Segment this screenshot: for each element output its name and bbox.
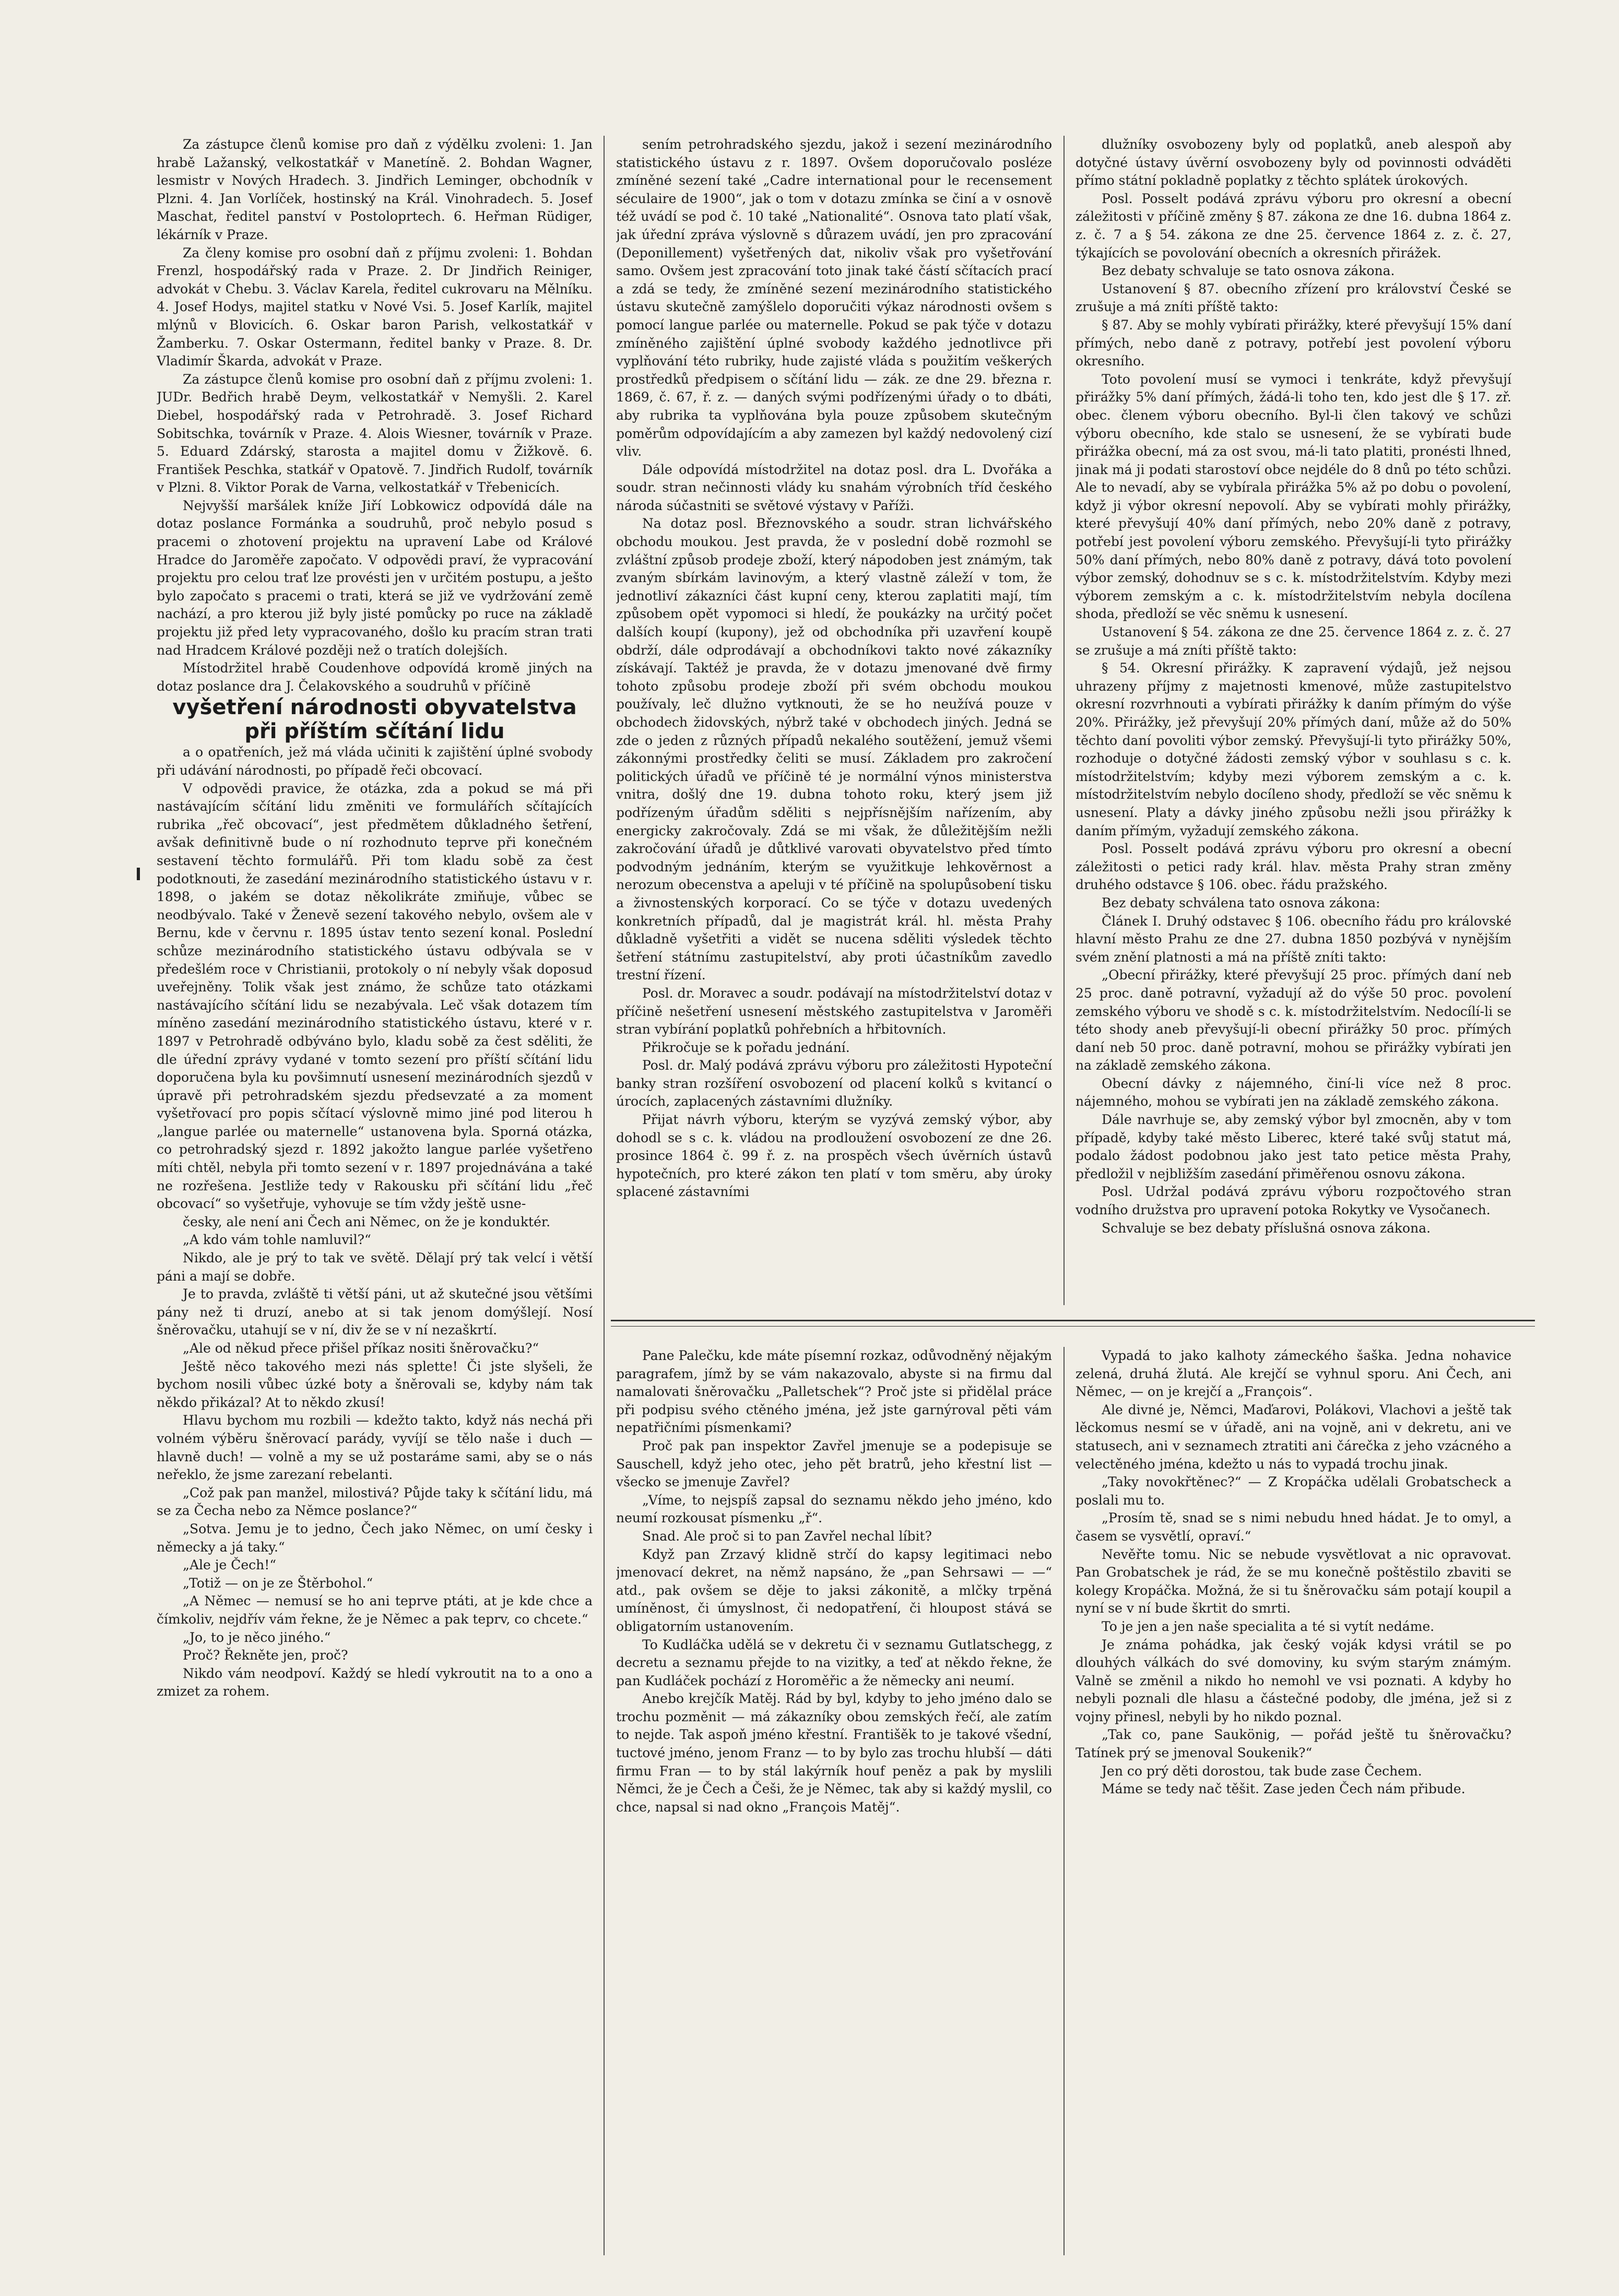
paragraph: Přijat návrh výboru, kterým se vyzývá zemský výbor, aby dohodl se s c. k. vládou na prodloužení osvobození ze dne 26. prosince 1864 č. 99 ř. z. na prospěch všech úvěrních ústavů hypotečních, pro které zákon ten platí v tom směru, aby úroky splacené zástavními [616,1112,1052,1200]
paragraph: „Ale je Čech!“ [183,1557,277,1573]
paragraph: Posl. Posselt podává zprávu výboru pro okresní a obecní záležitosti o petici rady král. hlav. města Prahy stran změny druhého odstavce § 106. obec. řádu pražského. [1076,841,1511,893]
paragraph: Nikdo, ale je prý to tak ve světě. Dělají prý tak velcí i větší páni a mají se dobře. [157,1250,593,1284]
paragraph: Za zástupce členů komise pro daň z výdělku zvoleni: 1. Jan hrabě Lažanský, velkostatkář v Manetíně. 2. Bohdan Wagner, lesmistr v Nových Hradech. 3. Jindřich Leminger, obchodník v Plzni. 4. Jan Vorlíček, hostinský na Král. Vinohradech. 5. Josef Maschat, ředitel panství v Postoloprtech. 6. Heřman Rüdiger, lékárník v Praze. [157,137,593,242]
paragraph: Nikdo vám neodpoví. Každý se hledí vykroutit na to a ono a zmizet za rohem. [157,1665,593,1699]
paragraph: Posl. Udržal podává zprávu výboru rozpočtového stran vodního družstva pro upravení potoka Rokytky ve Vysočanech. [1076,1184,1511,1218]
paragraph: Ustanovení § 87. obecního zřízení pro království České se zrušuje a má zníti příště takto: [1076,281,1511,315]
paragraph: Na dotaz posl. Březnovského a soudr. stran lichvářského obchodu moukou. Jest pravda, že v poslední době rozmohl se zvláštní způsob prodeje zboží, který nápodoben jest známým, tak zvaným sbírkám lavinovým, a který vlastně záleží v tom, že jednotliví zákazníci část kupní ceny, kterou zaplatiti mají, tím způsobem opět vypomoci si hledí, že poukázky na určitý počet dalších koupí (kupony), jež od obchodníka při uzavření koupě obdrží, dále odprodávají a obchodníkovi takto nové zákazníky získávají. Taktéž je pravda, že v dotazu jmenované dvě firmy tohoto způsobu prodeje zboží při svém obchodu moukou používaly, leč dlužno vytknouti, že se ho neužívá pouze v obchodech židovských, nýbrž také v obchodech jiných. Jedná se zde o jeden z různých případů nekalého soutěžení, jemuž všemi zákonnými prostředky čeliti se musí. Základem pro zakročení politických úřadů ve příčině té je normální výnos ministerstva vnitra, došlý dne 19. dubna tohoto roku, který jsem již podřízeným úřadům sděliti s nejpřísnějším nařízením, aby energicky zakročovaly. Zdá se mi však, že důležitějším nežli zakročování úřadů je důtklivé varovati obyvatelstvo před tímto podvodným jednáním, kterým se využitkuje lehkověrnost a nerozum obecenstva a apeluji v té příčině na spolupůsobení tisku a živnostenských korporací. Co se týče v dotazu uvedených konkretních případů, dal je magistrát král. hl. města Prahy důkladně vyšetřiti a vidět se nucena sděliti výsledek těchto šetření státnímu zastupitelství, aby proti účastníkům zavedlo trestní řízení. [616,516,1052,983]
paragraph: Máme se tedy nač těšit. Zase jeden Čech nám přibude. [1102,1781,1466,1797]
paragraph: Bez debaty schválena tato osnova zákona: [1102,895,1380,910]
paragraph: Dále navrhuje se, aby zemský výbor byl zmocněn, aby v tom případě, kdyby také město Liberec, které také svůj statut má, podalo žádost podobnou jako jest tato petice města Prahy, předložil v nejbližším zasedání přiměřenou osnovu zákona. [1076,1112,1511,1181]
paragraph: Dále odpovídá místodržitel na dotaz posl. dra L. Dvořáka a soudr. stran nečinnosti vlády ku snahám výrobních tříd českého národa súčastniti se světové výstavy v Paříži. [616,461,1052,513]
paragraph: „Sotva. Jemu je to jedno, Čech jako Němec, on umí česky i německy a já taky.“ [157,1521,593,1555]
paragraph: Je to pravda, zvláště ti větší páni, ut až skutečné jsou většími pány než ti druzí, anebo at si tak jenom domýšlejí. Nosí šněrovačku, utahují se v ní, div že se v ní nezaškrtí. [157,1286,593,1338]
paragraph: „Obecní přirážky, které převyšují 25 proc. přímých daní neb 25 proc. daně potravní, vyžadují až do výše 50 proc. povolení zemského výboru ve shodě s c. k. místodržitelstvím. Nedocílí-li se této shody aneb převyšují-li obecní přirážky 50 proc. přímých daní neb 50 proc. daně potravní, mohou se přirážky vybírati jen na základě zemského zákona. [1076,967,1511,1073]
section-divider-thin [611,1326,1535,1327]
paragraph: Anebo krejčík Matěj. Rád by byl, kdyby to jeho jméno dalo se trochu pozměnit — má zákazníky obou zemských řečí, ale zatím to nejde. Tak aspoň jméno křestní. Františěk to je takové všední, tuctové jméno, jenom Franz — to by bylo zas trochu hlubší — dáti firmu Fran — to by stál lakýrník houf peněz a pak by myslili Němci, že je Čech a Češi, že je Němec, tak aby si každý myslil, co chce, napsal si nad okno „François Matěj“. [616,1691,1052,1815]
column-rule [604,136,605,2255]
margin-mark [137,868,140,880]
paragraph: Vypadá to jako kalhoty zámeckého šaška. Jedna nohavice zelená, druhá žlutá. Ale krejčí se vyhnul sporu. Ani Čech, ani Němec, — on je krejčí a „François“. [1076,1348,1511,1400]
paragraph: „Tak co, pane Saukönig, — pořád ještě tu šněrovačku? Tatínek prý se jmenoval Soukenik?“ [1076,1727,1511,1761]
paragraph: Hlavu bychom mu rozbili — kdežto takto, když nás nechá při volném výběru šněrovací parády, vyvíjí se tělo naše i duch — hlavně duch! — volně a my se už postaráme sami, aby se o nás neřeklo, že jsme zarezaní rebelanti. [157,1413,593,1483]
paragraph: dlužníky osvobozeny byly od poplatků, aneb alespoň aby dotyčné ústavy úvěrní osvobozeny byly od povinnosti odváděti přímo státní pokladně poplatky z těchto splátek úrokových. [1076,137,1511,188]
paragraph: česky, ale není ani Čech ani Němec, on že je konduktér. [183,1214,551,1229]
paragraph: Ale divné je, Němci, Maďarovi, Polákovi, Vlachovi a ještě tak lěckomus nesmí se v úřadě, ani na vojně, ani v dekretu, ani ve statusech, ani v seznamech ztratiti ani čárečka z jeho vzácného a velectěného jména, kdežto u nás to vypadá trochu jinak. [1076,1402,1511,1472]
paragraph: Bez debaty schvaluje se tato osnova zákona. [1102,263,1395,279]
paragraph: Článek I. Druhý odstavec § 106. obecního řádu pro královské hlavní město Prahu ze dne 27. dubna 1850 pozbývá v nynějším svém znění platnosti a má na příště zníti takto: [1076,913,1511,965]
newspaper-page [157,136,1535,2255]
paragraph: „A kdo vám tohle namluvil?“ [183,1232,371,1248]
paragraph: Ustanovení § 54. zákona ze dne 25. července 1864 z. z. č. 27 se zrušuje a má zníti příště takto: [1076,624,1511,658]
paragraph: Je známa pohádka, jak český voják kdysi vrátil se po dlouhých válkách do své domoviny, ku svým starým známým. Valně se změnil a nikdo ho nemohl ve vsi poznati. A kdyby ho nebyli poznali dle hlasu a částečné podoby, dle jména, jež si z vojny přinesl, nebyli by ho nikdo poznal. [1076,1637,1511,1724]
column-2 [616,136,1052,1305]
paragraph: „Totiž — on je ze Štěrbohol.“ [183,1575,373,1591]
paragraph: a o opatřeních, jež má vláda učiniti k zajištění úplné svobody při udávání národnosti, po případě řeči obcovací. [157,744,593,778]
paragraph: Posl. dr. Moravec a soudr. podávají na místodržitelství dotaz v příčině nešetření usnesení městského zastupitelstva v Jaroměři stran vybírání poplatků pohřebních a hřbitovních. [616,985,1052,1037]
paragraph: Obecní dávky z nájemného, činí-li více než 8 proc. nájemného, mohou se vybírati jen na základě zemského zákona. [1076,1075,1511,1109]
paragraph: Jen co prý děti dorostou, tak bude zase Čechem. [1102,1763,1422,1779]
paragraph: „Ale od někud přece přišel příkaz nositi šněrovačku?“ [183,1341,539,1356]
paragraph: Za zástupce členů komise pro osobní daň z příjmu zvoleni: 1. JUDr. Bedřich hrabě Deym, velkostatkář v Nemyšli. 2. Karel Diebel, hospodářský rada v Petrohradě. 3. Josef Richard Sobitschka, továrník v Praze. 4. Alois Wiesner, továrník v Praze. 5. Eduard Zdárský, starosta a majitel domu v Žižkově. 6. František Peschka, statkář v Opatově. 7. Jindřich Rudolf, továrník v Plzni. 8. Viktor Porak de Varna, velkostatkář v Třebenicích. [157,371,593,495]
paragraph: „Jo, to je něco jiného.“ [183,1629,331,1645]
paragraph: Nevěřte tomu. Nic se nebude vysvětlovat a nic opravovat. Pan Grobatschek je rád, že se mu konečně poštěstilo zbaviti se kolegy Kropáčka. Možná, že si tu šněrovačku sám potají koupil a nyní se v ní bude škrtit do smrti. [1076,1546,1511,1616]
column-5 [1076,1347,1511,2255]
paragraph: Posl. Posselt podává zprávu výboru pro okresní a obecní záležitosti v příčině změny § 87. zákona ze dne 16. dubna 1864 z. z. č. 7 a § 54. zákona ze dne 25. července 1864 z. z. č. 27, týkajících se povolování obecních a okresních přirážek. [1076,191,1511,261]
paragraph: § 54. Okresní přirážky. K zapravení výdajů, jež nejsou uhrazeny příjmy z majetnosti kmenové, může zastupitelstvo okresní rozvrhnouti a vybírati přirážky k daním přímým do výše 20%. Přirážky, jež převyšují 20% přímých daní, může až do 50% těchto daní povoliti výbor zemský. Převyšují-li tyto přirážky 50%, rozhoduje o dotyčné žádosti zemský výbor v souhlasu s c. k. místodržitelstvím; kdyby mezi výborem zemským a c. k. místodržitelstvím nebylo docíleno shody, předloží se věc sněmu k usnesení. Platy a dávky jiného způsobu nežli jsou přirážky k daním přímým, vyžadují zemského zákona. [1076,660,1511,838]
paragraph: Přikročuje se k pořadu jednání. [642,1039,850,1055]
paragraph: Posl. dr. Malý podává zprávu výboru pro záležitosti Hypoteční banky stran rozšíření osvobození od placení kolků s kvitancí o úrocích, zaplacených zástavními dlužníky. [616,1058,1052,1109]
column-1 [157,136,593,2255]
paragraph: Pane Palečku, kde máte písemní rozkaz, odůvodněný nějakým paragrafem, jímž by se vám nakazovalo, abyste si na firmu dal namalovati šněrovačku „Palletschek“? Proč jste si přidělal práce při podpisu svého ctěného jména, jež jste garnýroval pěti vám nepatřičními písmenkami? [616,1348,1052,1436]
paragraph: „Taky novokřtěnec?“ — Z Kropáčka udělali Grobatscheck a poslali mu to. [1076,1474,1511,1508]
paragraph: V odpovědi pravice, že otázka, zda a pokud se má při nastávajícím sčítání lidu změniti ve formulářích sčítajících rubrika „řeč obcovací“, jest předmětem důkladného šetření, avšak definitivně bude o ní rozhodnuto teprve při konečném sestavení těchto formulářů. Při tom kladu sobě za čest podotknouti, že zasedání mezinárodního statistického ústavu v r. 1898, o jakém se dotaz několikráte zmiňuje, vůbec se neodbývalo. Také v Ženevě sezení takového nebylo, ovšem ale v Bernu, kde v červnu r. 1895 ústav tento sezení konal. Poslední schůze mezinárodního statistického ústavu odbývala se v předešlém roce v Christianii, protokoly o ní nebyly však doposud uveřejněny. Tolik však jest známo, že schůze tato otázkami nastávajícího sčítání lidu se nezabývala. Leč však dotazem tím míněno zasedání mezinárodního statistického ústavu, které v r. 1897 v Petrohradě odbýváno bylo, kladu sobě za čest sděliti, že dle úřední zprávy vydané v tomto sezení pro příští sčítání lidu doporučena byla ku povšimnutí usnesení mezinárodních sjezdů v úpravě při petrohradském sjezdu předsevzaté a za moment vyšetřovací pro popis sčítací výslovně mimo jiné pod literou h „langue parlée ou maternelle“ ustanovena byla. Sporná otázka, co petrohradský sjezd r. 1892 jakožto langue parlée vyšetřeno míti chtěl, nebyla při tomto sezení v r. 1897 projednávána a také ne rozřešena. Jestliže tedy v Rakousku při sčítání lidu „řeč obcovací“ so vyšetřuje, vyhovuje se tím vždy ještě usne- [157,780,593,1212]
paragraph: „A Němec — nemusí se ho ani teprve ptáti, at je kde chce a čímkoliv, nejdřív vám řekne, že je Němec a pak teprv, co chcete.“ [157,1593,593,1627]
paragraph: Za členy komise pro osobní daň z příjmu zvoleni: 1. Bohdan Frenzl, hospodářský rada v Praze. 2. Dr Jindřich Reiniger, advokát v Chebu. 3. Václav Karela, ředitel cukrovaru na Mělníku. 4. Josef Hodys, majitel statku v Nové Vsi. 5. Josef Karlík, majitel mlýnů v Blovicích. 6. Oskar baron Parish, velkostatkář v Žamberku. 7. Oskar Ostermann, ředitel banky v Praze. 8. Dr. Vladimír Škarda, advokát v Praze. [157,245,593,369]
paragraph: „Což pak pan manžel, milostivá? Půjde taky k sčítání lidu, má se za Čecha nebo za Němce poslance?“ [157,1485,593,1519]
paragraph: Místodržitel hrabě Coudenhove odpovídá kromě jiných na dotaz poslance dra J. Čelakovského a soudruhů v příčině [157,660,593,694]
paragraph: Ještě něco takového mezi nás splette! Či jste slyšeli, že bychom nosili vůbec úzké boty a šněrovali se, kdyby nám tak někdo přikázal? At to někdo zkusí! [157,1358,593,1410]
paragraph: Proč? Řekněte jen, proč? [183,1648,348,1663]
paragraph: Nejvyšší maršálek kníže Jiří Lobkowicz odpovídá dále na dotaz poslance Formánka a soudruhů, proč nebylo posud s pracemi o zhotovení projektu na upravení Labe od Králové Hradce do Jaroměře započato. V odpovědi praví, že vypracování projektu pro celou trať lze provésti jen v určitém postupu, a ješto bylo započato s pracemi o trati, která se již ve vydržování země nachází, a pro kterou již byly jisté pomůcky po ruce na základě projektu již před lety vypracovaného, došlo ku pracím stran trati nad Hradcem Králové později než o tratích dolejších. [157,498,593,658]
paragraph: „Prosím tě, snad se s nimi nebudu hned hádat. Je to omyl, a časem se vysvětlí, opraví.“ [1076,1510,1511,1544]
column-4 [616,1347,1052,2255]
paragraph: sením petrohradského sjezdu, jakož i sezení mezinárodního statistického ústavu z r. 1897. Ovšem doporučovalo posléze zmíněné sezení také „Cadre international pour le recensement séculaire de 1900“, jak o tom v dotazu zmínka se činí a v osnově též uvádí se pod č. 10 také „Nationalité“. Osnova tato platí však, jak úřední zpráva výslovně s důrazem uvádí, jen pro zpracování (Deponillement) vyšetřených dat, nikoliv však pro vyšetřování samo. Ovšem jest zpracování toto jinak také částí sčítacích prací a zdá se tedy, že zmíněné sezení mezinárodního statistického ústavu skutečně zamýšlelo doporučiti výkaz národnosti ovšem s pomocí langue parlée ou maternelle. Pokud se pak týče v dotazu zmíněného zajištění úplné svobody každého jednotlivce při vyplňování této rubriky, hude zajisté vláda s použitím veškerých prostředků předpisem o sčítání lidu — zák. ze dne 29. března r. 1869, č. 67, ř. z. — daných svými podřízenými úřady o to dbáti, aby rubrika ta vyplňována byla pouze způsobem skutečným poměrům odpovídajícím a aby zamezen byl každý nedovolený cizí vliv. [616,137,1052,459]
column-rule [1063,136,1065,1305]
paragraph: Snad. Ale proč si to pan Zavřel nechal líbit? [642,1528,932,1544]
section-divider [611,1320,1535,1321]
column-3 [1076,136,1511,1305]
paragraph: To Kudláčka udělá se v dekretu či v seznamu Gutlatschegg, z decretu a seznamu přejde to na vizitky, a teď at někdo řekne, že pan Kudláček pochází z Horoměřic a že německy ani neumí. [616,1637,1052,1688]
paragraph: Když pan Zrzavý klidně strčí do kapsy legitimaci nebo jmenovací dekret, na němž napsáno, že „pan Sehrsawi — —“ atd., pak ovšem se děje to jaksi zákonitě, a mlčky trpěná umíněnost, či úmyslnost, či nedopatření, či hloupost stává se obligatorním ustanovením. [616,1546,1052,1634]
column-rule [1063,1347,1065,2255]
section-headline: vyšetření národnosti obyvatelstva při příštím sčítání lidu [172,695,577,744]
paragraph: To je jen a jen naše specialita a té si vytít nedáme. [1102,1618,1435,1634]
paragraph: Schvaluje se bez debaty příslušná osnova zákona. [1102,1220,1431,1236]
paragraph: „Víme, to nejspíš zapsal do seznamu někdo jeho jméno, kdo neumí rozkousat písmenku „ř“. [616,1492,1052,1526]
paragraph: Proč pak pan inspektor Zavřel jmenuje se a podepisuje se Sauschell, když jeho otec, jeho pět bratrů, jeho křestní list — všecko se jmenuje Zavřel? [616,1438,1052,1490]
paragraph: Toto povolení musí se vymoci i tenkráte, když převyšují přirážky 5% daní přímých, žádá-li toho ten, kdo jest dle § 17. zř. obec. členem výboru obecního. Byl-li člen takový ve schůzi výboru obecního, kde stalo se usnesení, že se vybírati bude přirážka obecní, má za ost svou, má-li tato platiti, pronésti lhned, jinak má ji podati starostoví obce nejdéle do 8 dnů po této schůzi. Ale to nevadí, aby se vybírala přirážka 5% až po dobu o povolení, když ji výbor okresní nepovolí. Aby se vybírati mohly přirážky, které převyšují 40% daní přímých, nebo 20% daně z potravy, potřebí jest povolení výboru zemského. Převyšují-li tyto přirážky 50% daní přímých, nebo 80% daně z potravy, dává toto povolení výbor zemský, dohodnuv se s c. k. místodržitelstvím. Kdyby mezi výborem zemským a c. k. místodržitelstvím nebyla docílena shoda, předloží se věc sněmu k usnesení. [1076,371,1511,622]
paragraph: § 87. Aby se mohly vybírati přirážky, které převyšují 15% daní přímých, nebo daně z potravy, potřebí jest povolení výboru okresního. [1076,317,1511,369]
